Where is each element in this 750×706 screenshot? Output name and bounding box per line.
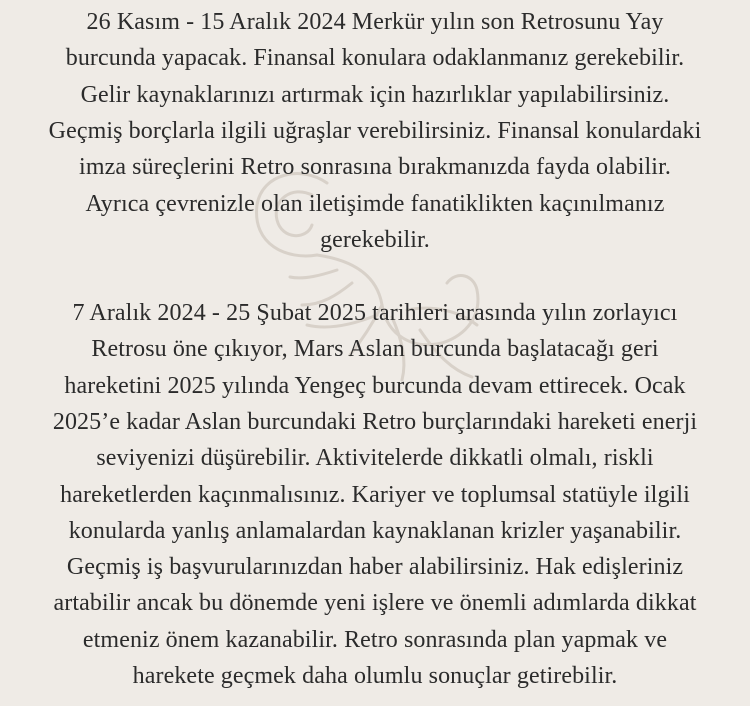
text-line: 7 Aralık 2024 - 25 Şubat 2025 tarihleri arasında yılın zorlayıcı	[72, 300, 678, 326]
text-line: seviyenizi düşürebilir. Aktivitelerde dikkatli olmalı, riskli	[96, 445, 654, 472]
text-line: imza süreçlerini Retro sonrasına bırakmanızda fayda olabilir.	[79, 154, 671, 181]
blurred-corner-mark	[582, 686, 732, 706]
text-line: konularda yanlış anlamalardan kaynaklanan krizler yaşanabilir.	[68, 517, 682, 544]
text-line: 26 Kasım - 15 Aralık 2024 Merkür yılın son Retrosunu Yay	[86, 9, 664, 35]
text-line: burcunda yapacak. Finansal konulara odaklanmanız gerekebilir.	[65, 45, 685, 72]
text-line: Geçmiş iş başvurularınızdan haber alabilirsiniz. Hak edişleriniz	[66, 554, 684, 581]
text-line: Gelir kaynaklarınızı artırmak için hazırlıklar yapılabilirsiniz.	[80, 81, 670, 108]
text-line: Retrosu öne çıkıyor, Mars Aslan burcunda başlatacağı geri	[91, 336, 659, 363]
text-line: Ayrıca çevrenizle olan iletişimde fanatiklikten kaçınılmanız	[85, 190, 665, 217]
text-line: gerekebilir.	[320, 226, 430, 253]
text-line: hareketlerden kaçınmalısınız. Kariyer ve toplumsal statüyle ilgili	[60, 481, 690, 508]
text-line: etmeniz önem kazanabilir. Retro sonrasında plan yapmak ve	[82, 626, 668, 653]
text-line: harekete geçmek daha olumlu sonuçlar getirebilir.	[132, 663, 618, 689]
text-line: Geçmiş borçlarla ilgili uğraşlar verebilirsiniz. Finansal konulardaki	[48, 117, 702, 144]
text-line: 2025’e kadar Aslan burcundaki Retro burçlarındaki hareketi enerji	[52, 408, 698, 435]
text-line: artabilir ancak bu dönemde yeni işlere ve önemli adımlarda dikkat	[53, 590, 697, 617]
text-line: hareketini 2025 yılında Yengeç burcunda devam ettirecek. Ocak	[64, 372, 686, 399]
